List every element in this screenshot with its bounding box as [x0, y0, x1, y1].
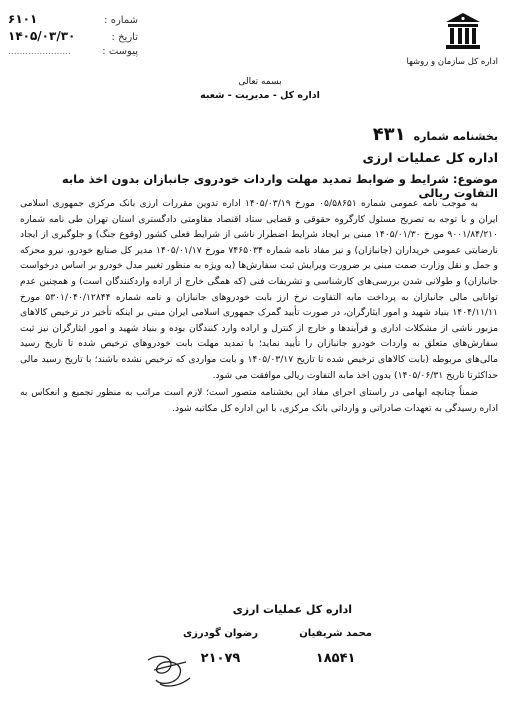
recipient: اداره کل عملیات ارزی: [362, 150, 498, 165]
letter-meta: [8, 12, 138, 63]
org-caption: اداره کل سازمان و روشها: [406, 57, 498, 67]
signature-department: اداره کل عملیات ارزی: [232, 603, 352, 616]
meta-value: ۶۱۰۱: [8, 12, 38, 26]
meta-label: پیوست :: [102, 46, 138, 57]
signer-block: [299, 628, 372, 666]
meta-value: ۱۴۰۵/۰۳/۳۰: [8, 29, 76, 43]
letter-body: [20, 196, 498, 416]
signer-code: ۲۱۰۷۹: [200, 651, 241, 666]
meta-date: [8, 29, 138, 46]
meta-attachment: [8, 46, 138, 63]
signer-code: ۱۸۵۴۱: [315, 651, 356, 666]
body-paragraph: به موجب نامه عمومی شماره ۰۵/۵۸۶۵۱ مورخ ۱۴۰۵/۰۳/۱۹ اداره تدوین مقررات ارزی بانک مرکزی جمهوری اسلامی ایران و با توجه به تصریح مسئول کارگروه حقوقی و قضایی ستاد اقتصاد مقاومتی دادگستری استان تهران طی نامه شماره ۹۰۰۱/۸۴/۲۱۰ مورخ ۱۴۰۵/۰۱/۳۰ مبنی بر ایجاد شرایط اضطرار ناشی از شرایط فعلی کشور (وقوع جنگ) و جلوگیری از ایجاد نارضایتی عمومی خریداران (جانبازان) و نیز مفاد نامه شماره ۷۴۶۵۰۳۴ مورخ ۱۴۰۵/۰۱/۱۷ مدیر کل صنایع خودرو، نیرو محرکه و حمل و نقل وزارت صمت مبنی بر ضرورت ویرایش ثبت سفارش‌ها (به ویژه به منظور تغییر مدل خودرو بر اساس درخواست جانبازان) و طولانی شدن بررسی‌های کارشناسی و تشریفات فنی (که همگی خارج از اراده واردکنندگان است) و همچنین عدم توانایی مالی جانبازان به پرداخت مابه التفاوت نرخ ارز بابت خودروهای جانبازان و نامه شماره ۵۳۰۱/۰۴۰/۱۲۸۴۴ مورخ ۱۴۰۴/۱۱/۱۱ بنیاد شهید و امور ایثارگران، در صورت تأیید گمرک جمهوری اسلامی ایران مبنی بر اینکه تأخیر در ترخیص کالاهای مزبور ناشی از مشکلات اداری و فرآیندها و خارج از کنترل و اراده وارد کنندگان بوده و بنیاد شهید و امور ایثارگران نیز ثبت سفارش‌های متعلق به واردات خودرو جانبازان را تأیید نماید؛ با تمدید مهلت بابت خودروهای ترخیص شده تا تاریخ رسید مالی‌های مربوطه (بابت کالاهای ترخیص شده تا تاریخ ۱۴۰۵/۰۳/۱۷ و بابت مواردی که ترخیص نشده باشند؛ با تاریخ رسید مالی حداکثرتا تاریخ ۱۴۰۵/۰۶/۳۱) بدون اخذ مابه التفاوت ریالی موافقت می شود.: [20, 198, 499, 381]
circular-number: [373, 124, 498, 145]
body-paragraph: ضمناً چنانچه ابهامی در راستای اجرای مفاد این بخشنامه متصور است؛ لازم است مراتب به منظور تجمیع و انعکاس به اداره رسیدگی به تعهدات صادراتی و وارداتی بانک مرکزی، با این اداره کل مکاتبه شود.: [20, 387, 498, 414]
circular-value: ۴۳۱: [372, 124, 406, 145]
basmala: بسمه تعالی: [238, 77, 282, 87]
department-line: اداره کل - مدیریت - شعبه: [200, 90, 320, 101]
signer-name: محمد شریفیان: [299, 628, 372, 639]
handwritten-signature-icon: [140, 640, 200, 700]
subject-line: موضوع: شرایط و ضوابط تمدید مهلت واردات خودروی جانبازان بدون اخذ مابه التفاوت ریالی: [61, 172, 498, 200]
bank-logo: [406, 10, 498, 67]
meta-label: شماره :: [104, 15, 138, 26]
meta-label: تاریخ :: [111, 32, 138, 43]
bank-emblem-icon: [441, 10, 485, 54]
signer-name: رضوان گودرزی: [182, 628, 258, 639]
circular-label: بخشنامه شماره: [413, 130, 498, 143]
meta-number: [8, 12, 138, 29]
center-heading: [0, 76, 520, 102]
meta-value: ......................: [8, 47, 71, 57]
